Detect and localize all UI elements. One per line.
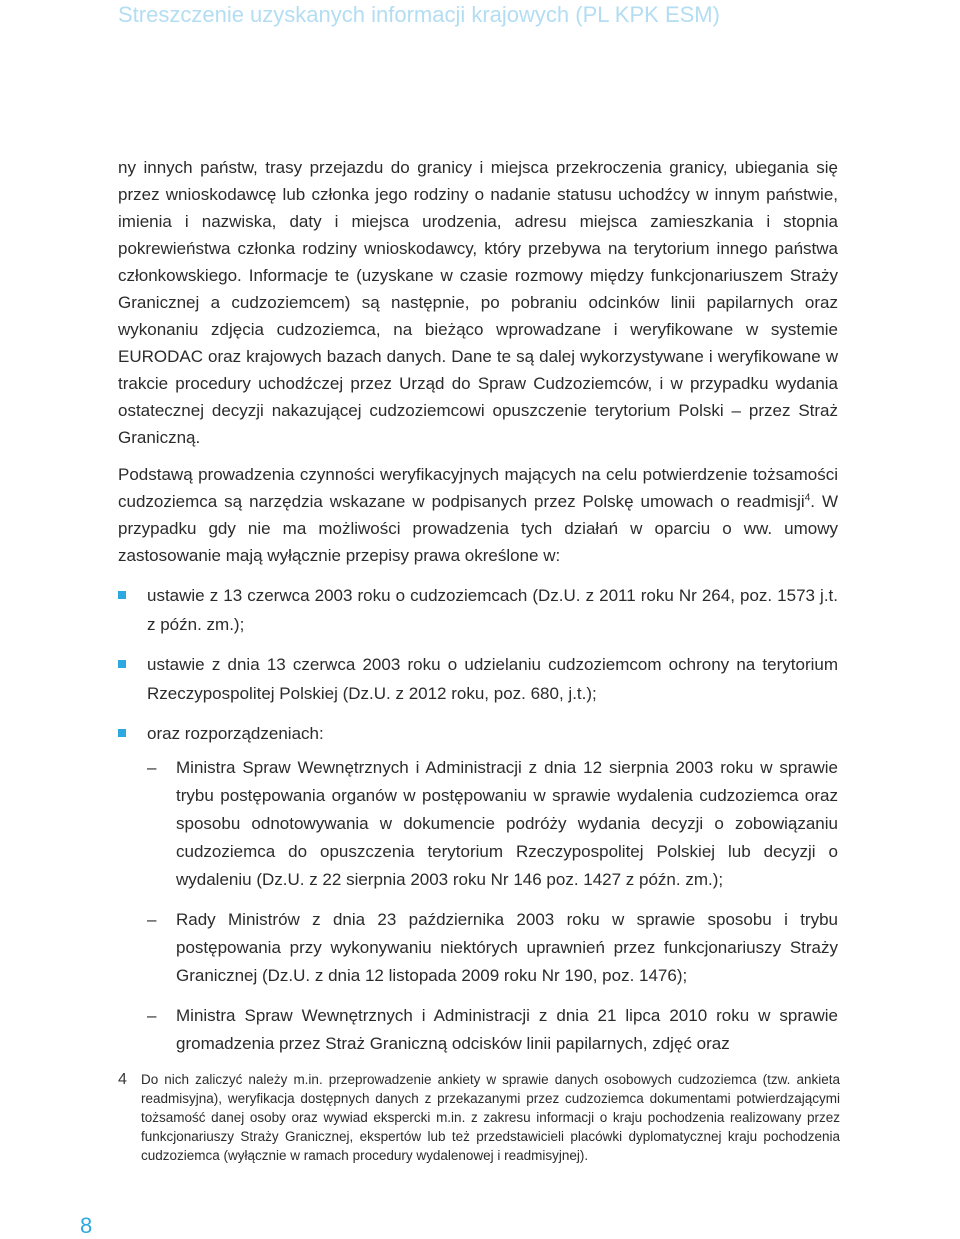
- paragraph: [118, 461, 838, 569]
- paragraph-text: Podstawą prowadzenia czynności weryfikacyjnych mających na celu potwierdzenie tożsamości cudzoziemca są narzędzia wskazane w podpisanych przez Polskę umowach o readmisji: [118, 465, 838, 511]
- footnote: [118, 1070, 840, 1165]
- list-item-text: ustawie z dnia 13 czerwca 2003 roku o udzielaniu cudzoziemcom ochrony na terytorium Rzeczypospolitej Polskiej (Dz.U. z 2012 roku, poz. 680, j.t.);: [147, 655, 838, 703]
- bullet-list: [118, 581, 838, 1058]
- footnote-number: 4: [118, 1071, 127, 1088]
- dash-marker: –: [147, 1006, 157, 1025]
- page-number: 8: [80, 1213, 93, 1238]
- list-item: [118, 650, 838, 708]
- sub-list-item: [147, 1002, 838, 1058]
- list-item-text: ustawie z 13 czerwca 2003 roku o cudzoziemcach (Dz.U. z 2011 roku Nr 264, poz. 1573 j.t. z późn. zm.);: [147, 586, 838, 634]
- footnote-text: Do nich zaliczyć należy m.in. przeprowadzenie ankiety w sprawie danych osobowych cudzoziemca (tzw. ankieta readmisyjna), weryfikacja dostępnych danych z przekazanymi przez cudzoziemca dokumentami potwierdzającymi tożsamość danej osoby oraz wywiad ekspercki m.in. z zakresu informacji o kraju pochodzenia realizowany przez funkcjonariuszy Straży Granicznej, ekspertów lub też przedstawicieli placówki dyplomatycznej kraju pochodzenia cudzoziemca (wyłącznie w ramach procedury wydalenowej i readmisyjnej).: [141, 1072, 840, 1163]
- sub-list: [147, 754, 838, 1058]
- sub-list-item-text: Ministra Spraw Wewnętrznych i Administracji z dnia 12 sierpnia 2003 roku w sprawie trybu postępowania organów w postępowaniu w sprawie wydalenia cudzoziemca oraz sposobu odnotowywania w dokumencie podróży wydania decyzji o zobowiązaniu cudzoziemca do opuszczenia terytorium Rzeczypospolitej Polskiej lub decyzji o wydaleniu (Dz.U. z 22 sierpnia 2003 roku Nr 146 poz. 1427 z późn. zm.);: [176, 758, 838, 889]
- square-bullet-icon: [118, 591, 126, 599]
- dash-marker: –: [147, 758, 157, 777]
- paragraph: ny innych państw, trasy przejazdu do granicy i miejsca przekroczenia granicy, ubiegania się przez wnioskodawcę lub członka jego rodziny o nadanie statusu uchodźcy w innym państwie, imienia i nazwiska, daty i miejsca urodzenia, adresu miejsca zamieszkania i stopnia pokrewieństwa członka rodziny wnioskodawcy, który przebywa na terytorium innego państwa członkowskiego. Informacje te (uzyskane w czasie rozmowy między funkcjonariuszem Straży Granicznej a cudzoziemcem) są następnie, po pobraniu odcinków linii papilarnych oraz wykonaniu zdjęcia cudzoziemca, na bieżąco wprowadzane i weryfikowane w systemie EURODAC oraz krajowych bazach danych. Dane te są dalej wykorzystywane i weryfikowane w trakcie procedury uchodźczej przez Urząd do Spraw Cudzoziemców, i w przypadku wydania ostatecznej decyzji nakazującej cudzoziemcowi opuszczenie terytorium Polski – przez Straż Graniczną.: [118, 158, 838, 447]
- sub-list-item-text: Rady Ministrów z dnia 23 października 2003 roku w sprawie sposobu i trybu postępowania przy wykonywaniu niektórych uprawnień przez funkcjonariuszy Straży Granicznej (Dz.U. z dnia 12 listopada 2009 roku Nr 190, poz. 1476);: [176, 910, 838, 985]
- dash-marker: –: [147, 910, 157, 929]
- footnote-reference[interactable]: 4: [804, 492, 811, 504]
- square-bullet-icon: [118, 660, 126, 668]
- paragraph-text: . W przypadku gdy nie ma możliwości prowadzenia tych działań w oparciu o ww. umowy zastosowanie mają wyłącznie przepisy prawa określone w:: [118, 492, 839, 565]
- list-item: [118, 581, 838, 639]
- document-body: [118, 154, 838, 1070]
- list-item-text: oraz rozporządzeniach:: [147, 724, 324, 743]
- list-item: [118, 719, 838, 1058]
- sub-list-item: [147, 754, 838, 894]
- sub-list-item-text: Ministra Spraw Wewnętrznych i Administracji z dnia 21 lipca 2010 roku w sprawie gromadzenia przez Straż Graniczną odcisków linii papilarnych, zdjęć oraz: [176, 1006, 838, 1053]
- square-bullet-icon: [118, 729, 126, 737]
- page-header-title: Streszczenie uzyskanych informacji krajowych (PL KPK ESM): [118, 2, 720, 27]
- sub-list-item: [147, 906, 838, 990]
